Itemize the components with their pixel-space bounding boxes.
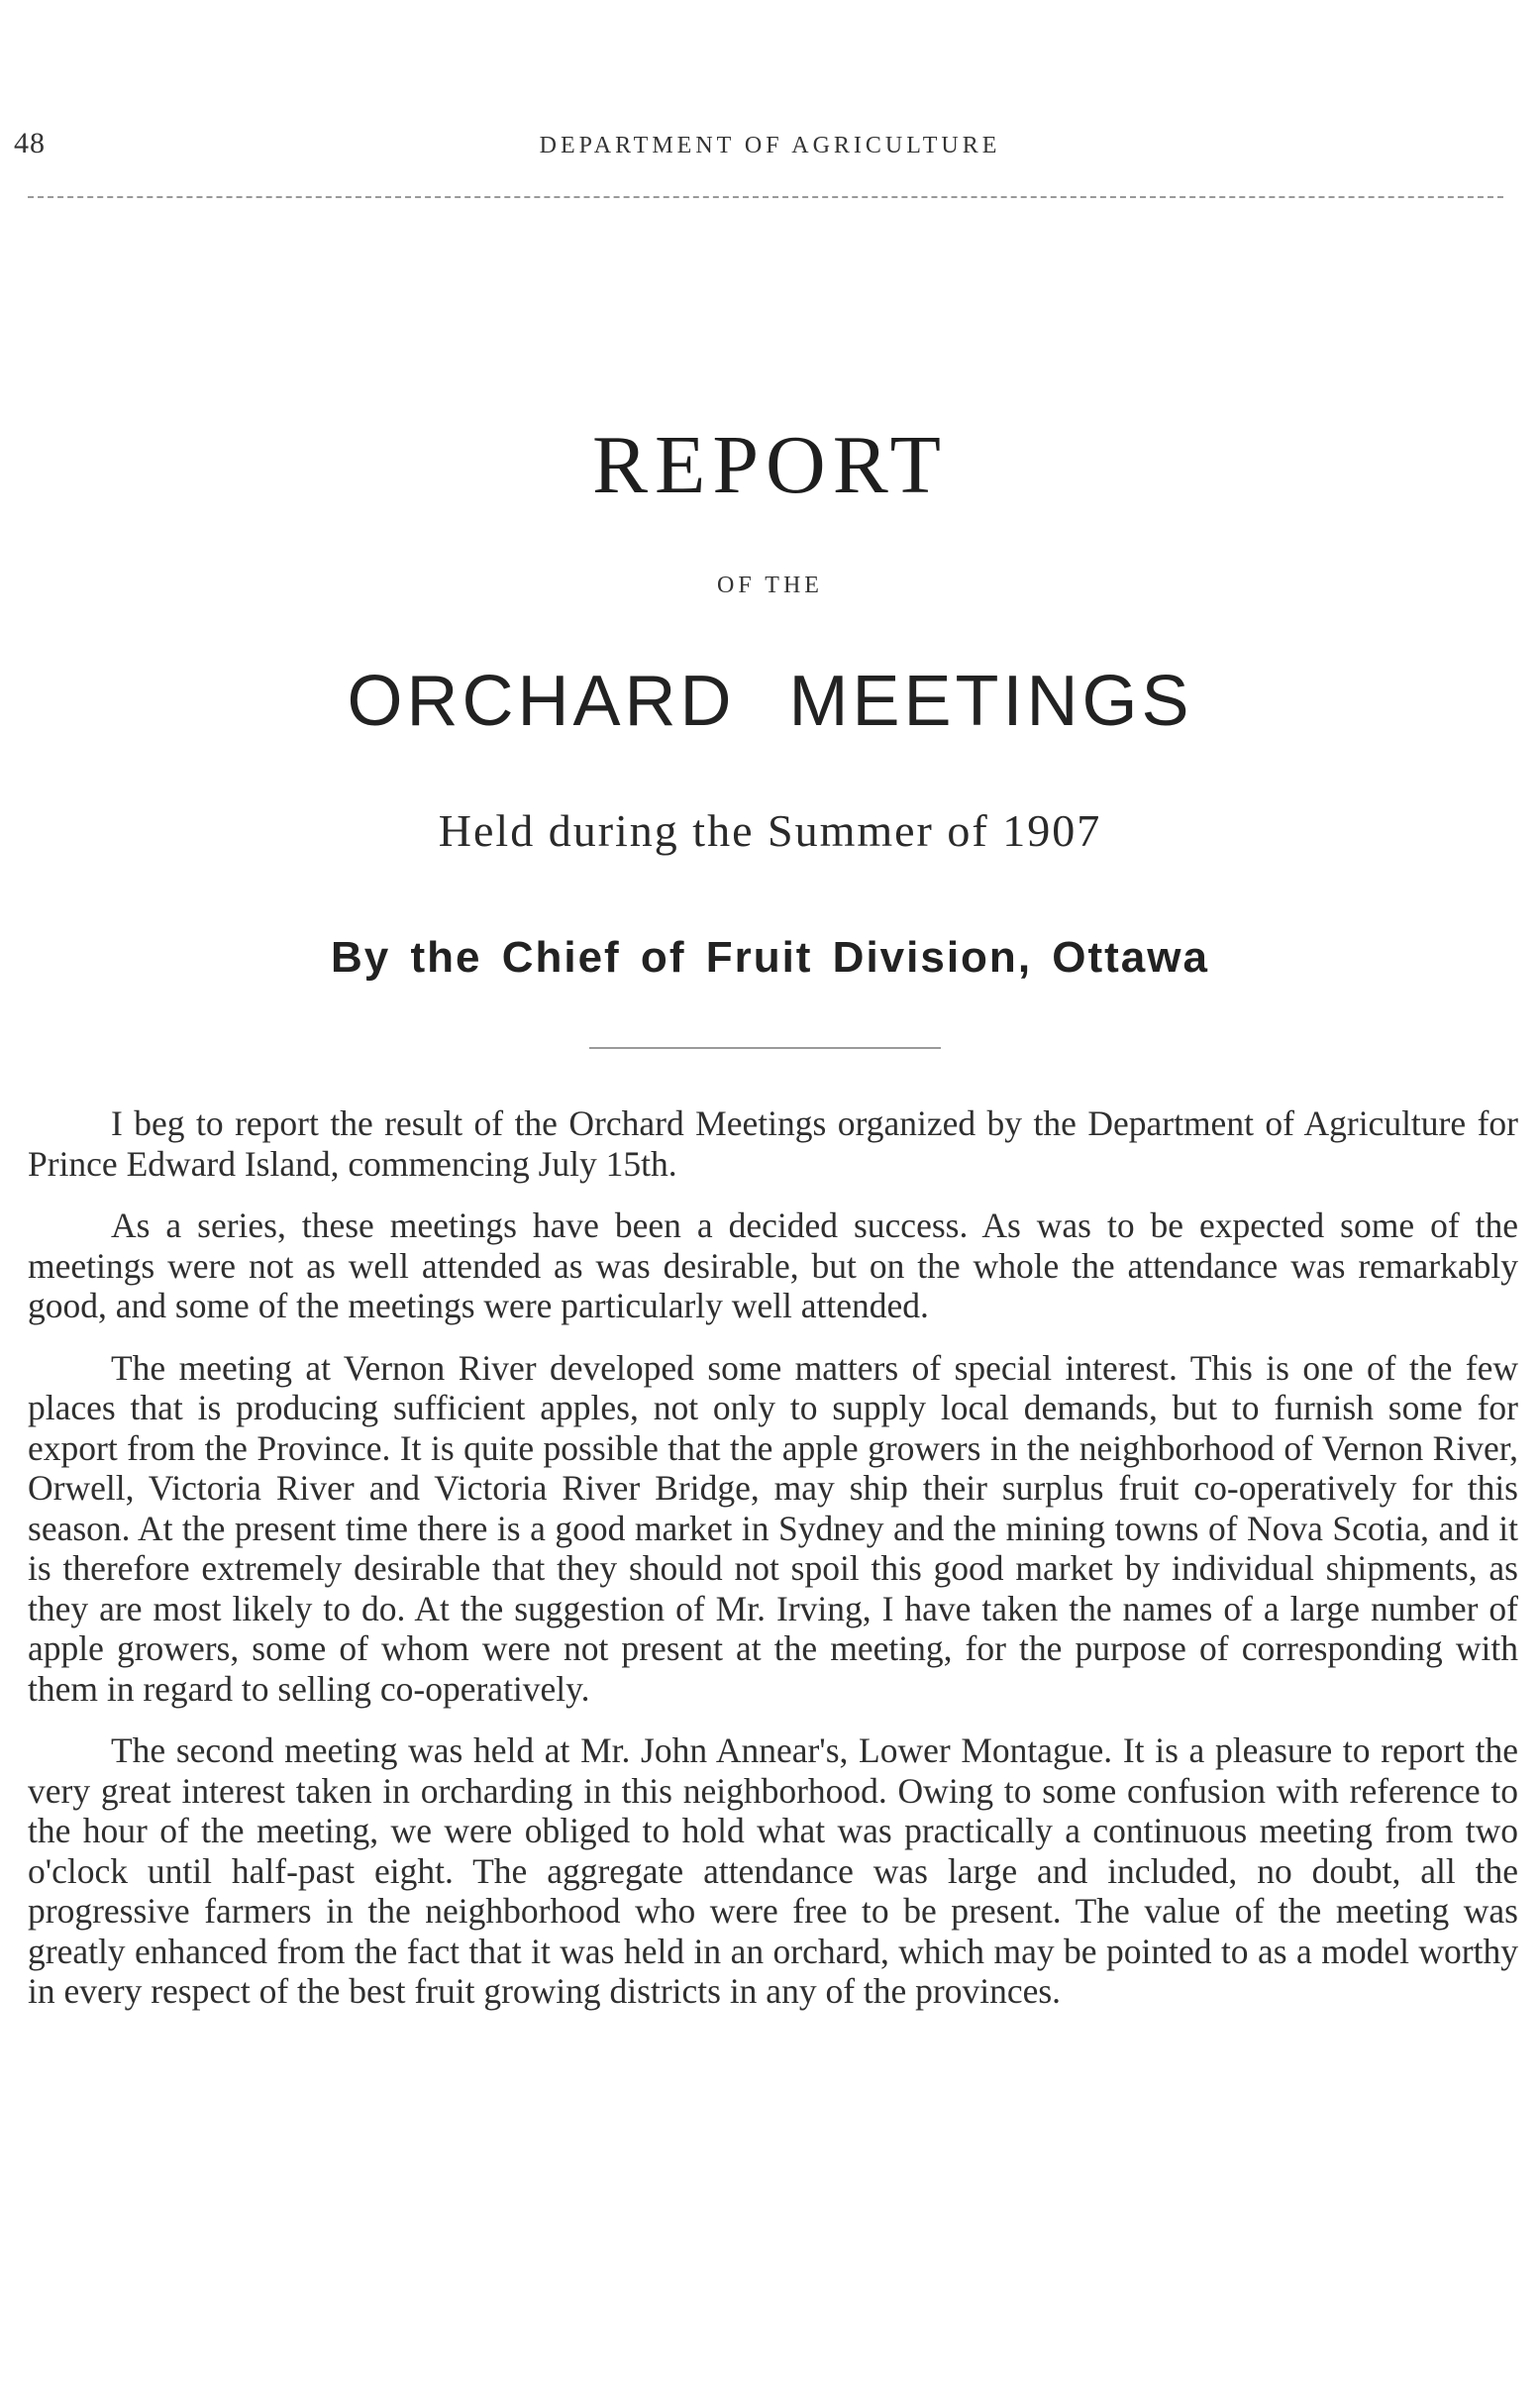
paragraph: As a series, these meetings have been a decided success. As was to be expected some of the meetings were not as well attended as was desirable, but on the whole the attendance was remarkably good, and some of the meetings were particularly well attended. (28, 1205, 1518, 1325)
main-title: ORCHARD MEETINGS (347, 662, 1193, 741)
running-title: DEPARTMENT OF AGRICULTURE (539, 133, 1001, 158)
paragraph: The meeting at Vernon River developed some matters of special interest. This is one of the few places that is producing sufficient apples, not only to supply local demands, but to furnish some for export from the Province. It is quite possible that the apple growers in the neighborhood of Vernon River, Orwell, Victoria River and Victoria River Bridge, may ship their surplus fruit co-operatively for this season. At the present time there is a good market in Sydney and the mining towns of Nova Scotia, and it is therefore extremely desirable that they should not spoil this good market by individual shipments, as they are most likely to do. At the suggestion of Mr. Irving, I have taken the names of a large number of apple growers, some of whom were not present at the meeting, for the purpose of corresponding with them in regard to selling co-operatively. (28, 1347, 1518, 1709)
body-text (28, 1103, 1518, 2034)
byline: By the Chief of Fruit Division, Ottawa (331, 933, 1209, 982)
page-number: 48 (14, 127, 46, 159)
header-rule (28, 196, 1503, 198)
subtitle: Held during the Summer of 1907 (438, 805, 1102, 856)
paragraph: I beg to report the result of the Orchard Meetings organized by the Department of Agriculture for Prince Edward Island, commencing July 15th. (28, 1103, 1518, 1184)
of-the-line: OF THE (717, 573, 823, 598)
running-head (0, 127, 1540, 166)
report-heading: REPORT (591, 419, 948, 511)
paragraph: The second meeting was held at Mr. John Annear's, Lower Montague. It is a pleasure to report the very great interest taken in orcharding in this neighborhood. Owing to some confusion with reference to the hour of the meeting, we were obliged to hold what was practically a continuous meeting from two o'clock until half-past eight. The aggregate attendance was large and included, no doubt, all the progressive farmers in the neighborhood who were free to be present. The value of the meeting was greatly enhanced from the fact that it was held in an orchard, which may be pointed to as a model worthy in every respect of the best fruit growing districts in any of the provinces. (28, 1730, 1518, 2011)
title-divider (589, 1047, 941, 1049)
